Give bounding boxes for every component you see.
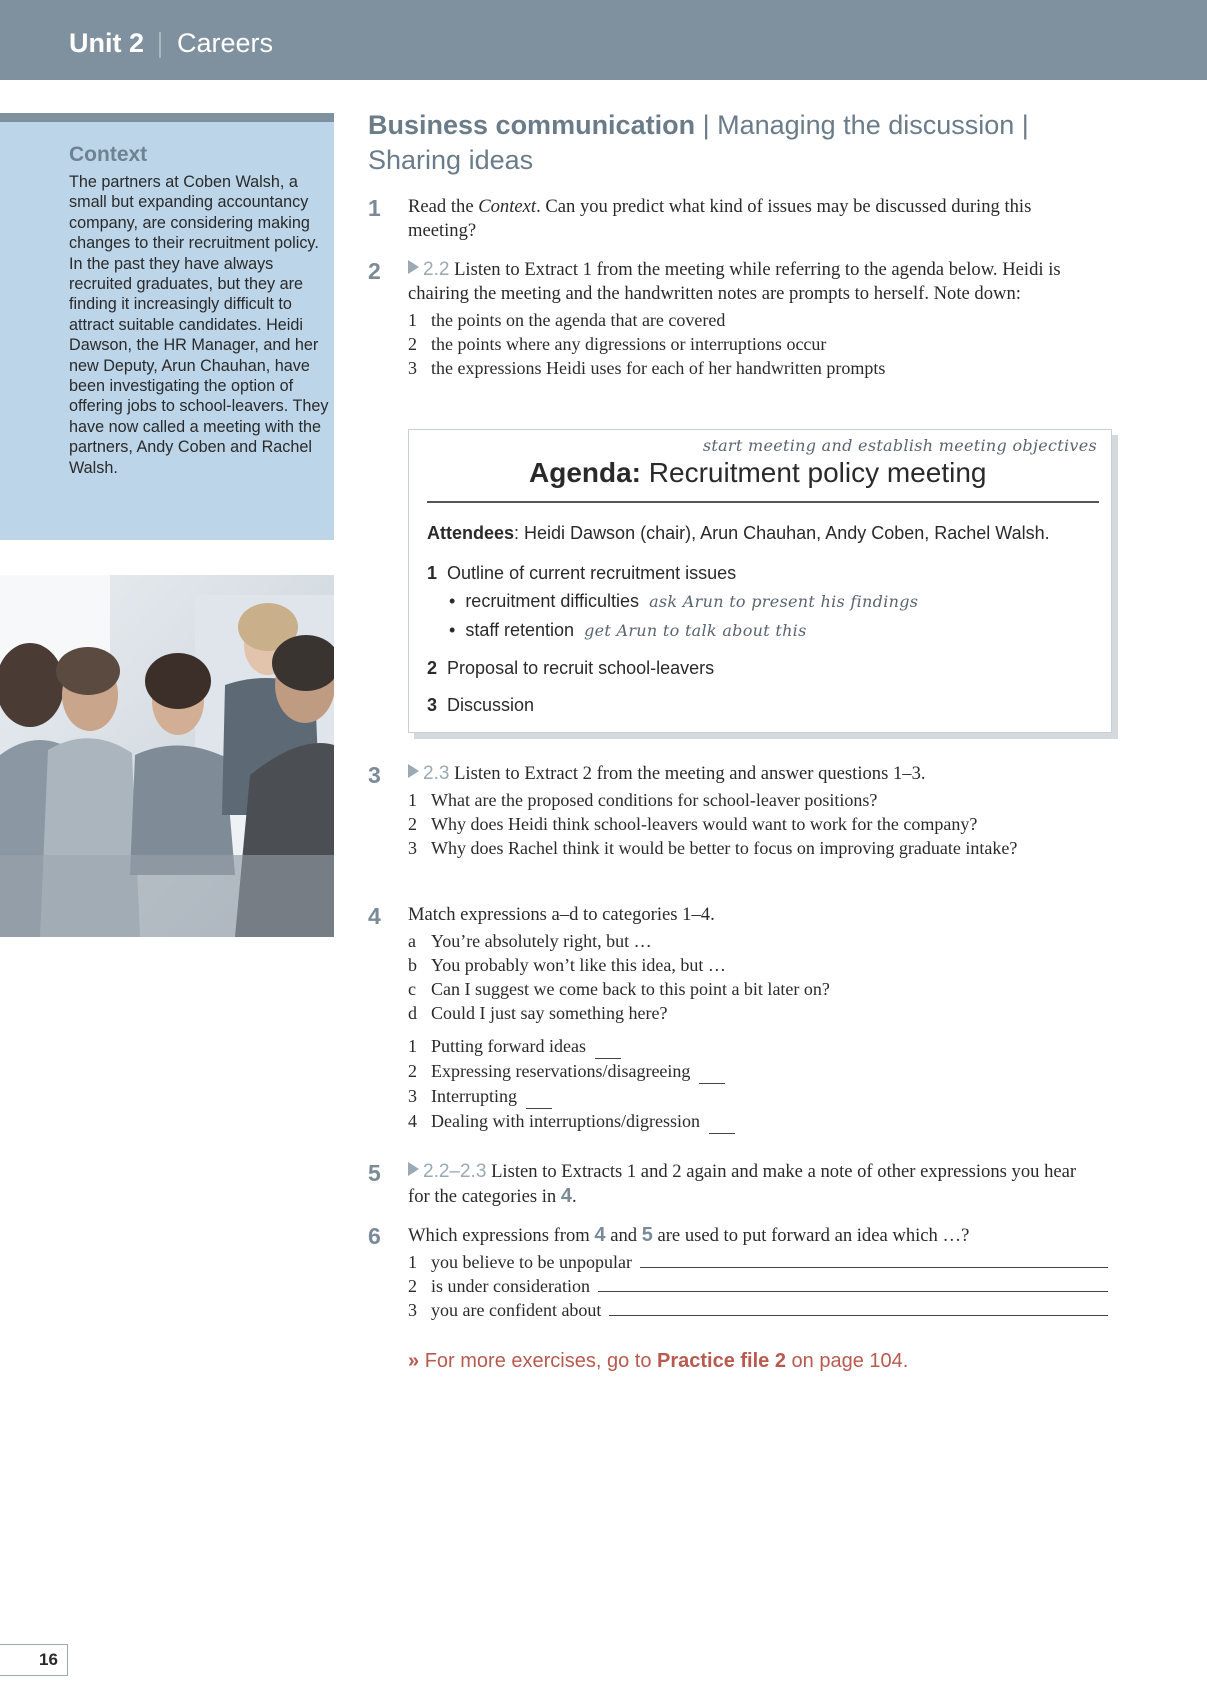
text-end: . — [571, 1186, 577, 1207]
agenda-title-rest: Recruitment policy meeting — [641, 457, 987, 488]
subitem-text: staff retention — [465, 620, 575, 640]
practice-file-name: Practice file 2 — [657, 1350, 786, 1372]
answer-blank[interactable] — [699, 1059, 725, 1084]
list-item: 3 the expressions Heidi uses for each of her handwritten prompts — [408, 358, 886, 378]
category-item: 4 Dealing with interruptions/digression — [408, 1109, 1108, 1134]
agenda-divider — [427, 501, 1099, 503]
answer-blank[interactable] — [595, 1034, 621, 1059]
audio-track: 2.2–2.3 — [423, 1161, 487, 1182]
page-number: 16 — [39, 1650, 58, 1669]
expression-item: c Can I suggest we come back to this point a bit later on? — [408, 979, 830, 999]
item-text: Why does Rachel think it would be better to focus on improving graduate intake? — [431, 838, 1018, 858]
agenda-attendees — [427, 523, 1050, 544]
item-text: Why does Heidi think school-leavers would want to work for the company? — [431, 814, 978, 834]
audio-track: 2.2 — [423, 259, 450, 280]
exercise-number: 2 — [368, 258, 381, 284]
context-ref: Context — [478, 196, 537, 217]
category-item: 3 Interrupting — [408, 1084, 1108, 1109]
context-title: Context — [69, 143, 148, 166]
audio-track: 2.3 — [423, 763, 450, 784]
exercise-ref: 4 — [594, 1224, 606, 1246]
subitem-text: recruitment difficulties — [465, 591, 640, 611]
answer-line[interactable] — [640, 1250, 1108, 1268]
item-text: Putting forward ideas — [431, 1036, 586, 1056]
exercise-ref: 5 — [641, 1224, 653, 1246]
attendees-label: Attendees — [427, 523, 515, 543]
exercise-2-text — [408, 258, 1108, 306]
exercise-3-text — [408, 762, 1108, 786]
meeting-photo — [0, 575, 334, 937]
exercise-number: 5 — [368, 1160, 381, 1186]
exercise-1-text — [408, 195, 1088, 243]
list-item: 2 Why does Heidi think school-leavers would want to work for the company? — [408, 814, 978, 834]
item-text: the points where any digressions or interruptions occur — [431, 334, 827, 354]
agenda-card — [408, 429, 1112, 733]
answer-item: 2 is under consideration — [408, 1274, 1108, 1298]
agenda-title-bold: Agenda: — [529, 457, 641, 488]
item-text: Dealing with interruptions/digression — [431, 1111, 700, 1131]
agenda-item: 3 Discussion — [427, 695, 535, 715]
exercise-number: 3 — [368, 762, 381, 788]
section-title — [368, 108, 1128, 178]
answer-line[interactable] — [609, 1298, 1108, 1316]
instruction: Listen to Extract 1 from the meeting while referring to the agenda below. Heidi is chairing the meeting and the handwritten notes are prompts to herself. Note down: — [408, 259, 1061, 304]
exercise-5-text — [408, 1160, 1088, 1209]
item-text: you believe to be unpopular — [431, 1252, 632, 1272]
handwritten-note: ask Arun to present his findings — [649, 592, 919, 611]
handwritten-note: get Arun to talk about this — [584, 621, 807, 640]
practice-file-link[interactable] — [408, 1350, 908, 1373]
agenda-subitem: • staff retention get Arun to talk about this — [449, 620, 807, 640]
exercise-6-text — [408, 1223, 1108, 1248]
item-text: Can I suggest we come back to this point a bit later on? — [431, 979, 830, 999]
exercise-number: 1 — [368, 195, 381, 221]
item-text: What are the proposed conditions for school-leaver positions? — [431, 790, 878, 810]
exercise-4-text: Match expressions a–d to categories 1–4. — [408, 904, 715, 925]
header-divider — [159, 32, 161, 58]
instruction: Listen to Extracts 1 and 2 again and make a note of other expressions you hear for the categories in — [408, 1161, 1077, 1207]
audio-play-icon[interactable] — [408, 764, 419, 778]
context-top-bar — [0, 113, 334, 122]
item-text: the points on the agenda that are covered — [431, 310, 726, 330]
answer-blank[interactable] — [709, 1109, 735, 1134]
item-text: is under consideration — [431, 1276, 590, 1296]
expression-item: b You probably won’t like this idea, but … — [408, 955, 726, 975]
list-item: 1 the points on the agenda that are covered — [408, 310, 726, 330]
context-body: The partners at Coben Walsh, a small but expanding accountancy company, are considering making changes to their recruitment policy. In the past they have always recruited graduates, but they are finding it increasingly difficult to attract suitable candidates. Heidi Dawson, the HR Manager, and her new Deputy, Arun Chauhan, have been investigating the option of offering jobs to school-leavers. They have now called a meeting with the partners, Andy Coben and Rachel Walsh. — [69, 173, 329, 477]
section-title-rest: | Managing the discussion | Sharing ideas — [368, 110, 1029, 175]
unit-header — [0, 0, 1207, 80]
list-item: 2 the points where any digressions or interruptions occur — [408, 334, 827, 354]
agenda-item-text: Proposal to recruit school-leavers — [447, 658, 715, 678]
exercise-number: 6 — [368, 1223, 381, 1249]
item-text: the expressions Heidi uses for each of her handwritten prompts — [431, 358, 886, 378]
answer-item: 3 you are confident about — [408, 1298, 1108, 1322]
item-text: You probably won’t like this idea, but … — [431, 955, 726, 975]
instruction: Listen to Extract 2 from the meeting and answer questions 1–3. — [454, 763, 926, 784]
audio-play-icon[interactable] — [408, 260, 419, 274]
section-title-bold: Business communication — [368, 110, 696, 140]
exercise-number: 4 — [368, 903, 381, 929]
list-item: 3 Why does Rachel think it would be better to focus on improving graduate intake? — [408, 838, 1018, 858]
exercise-ref: 4 — [560, 1185, 572, 1207]
expression-item: a You’re absolutely right, but … — [408, 931, 652, 951]
answer-blank[interactable] — [526, 1084, 552, 1109]
category-item: 1 Putting forward ideas — [408, 1034, 1108, 1059]
item-text: You’re absolutely right, but … — [431, 931, 652, 951]
answer-line[interactable] — [598, 1274, 1108, 1292]
agenda-title — [529, 457, 986, 489]
double-chevron-icon: » — [408, 1350, 420, 1372]
audio-play-icon[interactable] — [408, 1162, 419, 1176]
text-pre: Read the — [408, 196, 479, 217]
agenda-subitem: • recruitment difficulties ask Arun to present his findings — [449, 591, 919, 611]
text-post: are used to put forward an idea which …? — [652, 1225, 970, 1246]
agenda-items — [427, 561, 918, 717]
text-pre: Which expressions from — [408, 1225, 595, 1246]
agenda-item: 2 Proposal to recruit school-leavers — [427, 658, 715, 678]
attendees-list: : Heidi Dawson (chair), Arun Chauhan, Andy Coben, Rachel Walsh. — [514, 523, 1050, 543]
item-text: Interrupting — [431, 1086, 517, 1106]
agenda-item-text: Discussion — [447, 695, 535, 715]
answer-item: 1 you believe to be unpopular — [408, 1250, 1108, 1274]
agenda-item-text: Outline of current recruitment issues — [447, 563, 737, 583]
link-post: on page 104. — [785, 1350, 909, 1372]
agenda-item: 1 Outline of current recruitment issues — [427, 563, 737, 583]
item-text: Could I just say something here? — [431, 1003, 668, 1023]
list-item: 1 What are the proposed conditions for school-leaver positions? — [408, 790, 878, 810]
category-item: 2 Expressing reservations/disagreeing — [408, 1059, 1108, 1084]
text-mid: and — [605, 1225, 642, 1246]
link-pre: For more exercises, go to — [424, 1350, 657, 1372]
handwritten-note: start meeting and establish meeting objectives — [702, 436, 1097, 455]
item-text: you are confident about — [431, 1300, 602, 1320]
unit-title: Careers — [177, 28, 274, 58]
unit-label: Unit 2 — [69, 28, 145, 58]
expression-item: d Could I just say something here? — [408, 1003, 668, 1023]
text-post: . Can you predict what kind of issues may be discussed during this meeting? — [408, 196, 1032, 241]
item-text: Expressing reservations/disagreeing — [431, 1061, 691, 1081]
